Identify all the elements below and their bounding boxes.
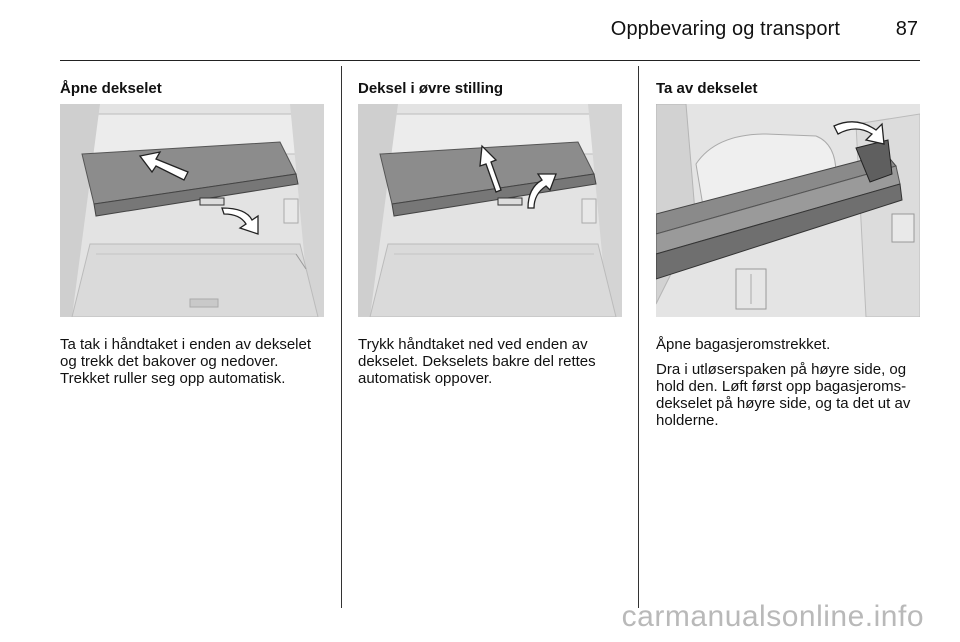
page-number: 87	[895, 18, 918, 40]
illustration-open-cover	[60, 104, 324, 317]
paragraph: Åpne bagasjeromstrekket.	[656, 336, 831, 353]
page-title: Oppbevaring og transport	[610, 18, 840, 40]
watermark: carmanualsonline.info	[621, 600, 924, 633]
column-cover-upper-position	[358, 62, 624, 387]
paragraph: Ta tak i håndtaket i enden av dekselet og trekk det bakover og nedover. Trekket ruller seg opp automatisk.	[60, 336, 312, 387]
section-heading: Ta av dekselet	[656, 80, 758, 97]
column-remove-cover	[656, 62, 922, 429]
illustration-cover-upper-position	[358, 104, 622, 317]
paragraph: Dra i utløserspaken på høyre side, og hold den. Løft først opp bagasjeroms-dekselet på høyre side, og ta det ut av holderne.	[656, 361, 911, 429]
paragraph: Trykk håndtaket ned ved enden av dekselet. Dekselets bakre del rettes automatisk oppover.	[358, 336, 596, 387]
section-heading: Åpne dekselet	[60, 80, 162, 97]
section-heading: Deksel i øvre stilling	[358, 80, 504, 97]
illustration-remove-cover	[656, 104, 920, 317]
column-open-cover	[60, 62, 326, 387]
page-header	[60, 0, 920, 61]
column-divider	[638, 66, 639, 608]
column-divider	[341, 66, 342, 608]
